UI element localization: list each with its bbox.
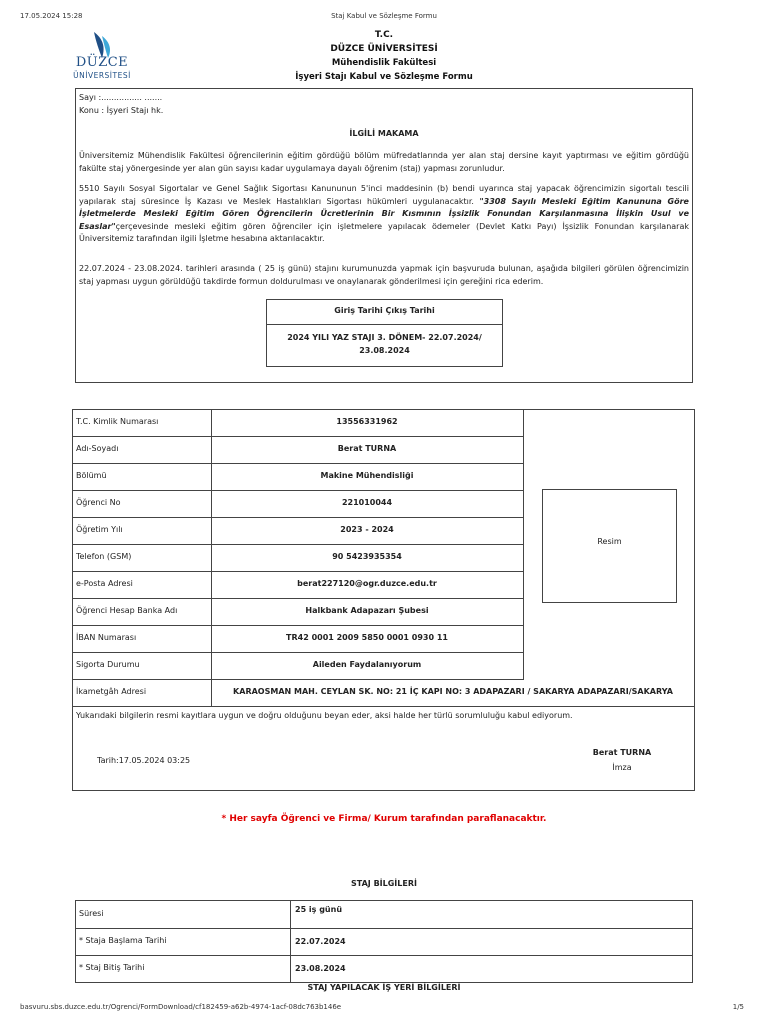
row-label: * Staj Bitiş Tarihi [79, 963, 145, 972]
signature-label: İmza [612, 763, 632, 772]
dates-table [266, 299, 503, 367]
row-value: 22.07.2024 [290, 929, 346, 955]
table-row [73, 572, 524, 599]
row-label: * Staja Başlama Tarihi [79, 936, 167, 945]
table-row [73, 518, 524, 545]
row-label: Süresi [79, 909, 104, 918]
row-value: 13556331962 [211, 410, 522, 436]
row-value: berat227120@ogr.duzce.edu.tr [211, 572, 522, 598]
letter-recipient: İLGİLİ MAKAMA [349, 129, 419, 138]
row-label: Öğrenci Hesap Banka Adı [76, 606, 178, 615]
table-row [73, 437, 524, 464]
document-heading [0, 28, 768, 84]
table-row [73, 491, 524, 518]
row-value: TR42 0001 2009 5850 0001 0930 11 [211, 626, 522, 652]
table-row [73, 464, 524, 491]
heading-university: DÜZCE ÜNİVERSİTESİ [330, 44, 438, 54]
paraph-note: * Her sayfa Öğrenci ve Firma/ Kurum tarafından paraflanacaktır. [221, 814, 547, 824]
table-row [76, 956, 692, 982]
row-label: Adı-Soyadı [76, 444, 119, 453]
table-row [73, 545, 524, 572]
row-value: Berat TURNA [211, 437, 522, 463]
table-row [73, 680, 694, 707]
row-value: 2023 - 2024 [211, 518, 522, 544]
dates-value-line-2: 23.08.2024 [359, 346, 410, 355]
internship-info-table [75, 900, 693, 983]
p2-part-a: 5510 Sayılı Sosyal Sigortalar ve Genel Sağlık Sigortası Kanununun 5'inci maddesinin (b) bendi uyarınca staj yapacak öğrencimizin sigortalı tescili yapılarak staj süresince İş Kazası ve Meslek Hastalıkları Sigortası hükümleri uygulanacaktır. [79, 184, 689, 206]
row-value: 23.08.2024 [290, 956, 346, 982]
row-label: Öğretim Yılı [76, 525, 123, 534]
declaration-text: Yukarıdaki bilgilerin resmi kayıtlara uygun ve doğru olduğunu beyan eder, aksi halde her türlü sorumluluğu kabul ediyorum. [76, 711, 573, 720]
letter-paragraph-3: 22.07.2024 - 23.08.2024. tarihleri arasında ( 25 iş günü) stajını kurumunuzda yapmak için başvuruda bulunan, aşağıda bilgileri görülen öğrencimizin staj yapması uygun görüldüğü takdirde formun doldurulması ve onaylanarak gönderilmesi için gereğini rica ederim. [79, 264, 689, 286]
row-label: İkametgâh Adresi [76, 687, 147, 696]
p2-regulation-title: "3308 Sayılı Mesleki Eğitim Kanununa Göre İşletmelerde Mesleki Eğitim Gören Öğrencilerin Ücretlerinin Bir Kısmının İşsizlik Fonundan Karşılanmasına İlişkin Usul ve Esaslar" [79, 196, 689, 231]
page-number: 1/5 [732, 1003, 744, 1011]
row-value: 90 5423935354 [211, 545, 522, 571]
student-info-table [72, 409, 695, 791]
table-row [73, 626, 524, 653]
row-label: e-Posta Adresi [76, 579, 133, 588]
letter-paragraph-1: Üniversitemiz Mühendislik Fakültesi öğrencilerinin eğitim gördüğü bölüm müfredatlarında yer alan staj dersine kayıt yaptırması ve eğitim gördüğü fakülte staj yönergesinde yer alan gün sayısı kadar uygulamaya dayalı öğrenim (staj) yapması zorunludur. [79, 151, 689, 173]
table-row [73, 599, 524, 626]
logo-name-top: DÜZCE [75, 55, 129, 70]
letter-konu: Konu : İşyeri Stajı hk. [79, 106, 164, 115]
row-label: İBAN Numarası [76, 633, 137, 642]
photo-placeholder: Resim [542, 489, 677, 603]
letter-sayi: Sayı :................ ....... [79, 93, 163, 102]
print-title: Staj Kabul ve Sözleşme Formu [331, 12, 437, 20]
heading-tc: T.C. [374, 30, 394, 40]
row-label: T.C. Kimlik Numarası [76, 417, 159, 426]
table-row [73, 653, 524, 680]
row-value: Halkbank Adapazarı Şubesi [211, 599, 522, 625]
row-label: Bölümü [76, 471, 107, 480]
declaration-date: Tarih:17.05.2024 03:25 [97, 756, 191, 765]
table-row [73, 410, 524, 437]
row-value: Makine Mühendisliği [211, 464, 522, 490]
dates-value [267, 331, 502, 357]
row-label: Öğrenci No [76, 498, 121, 507]
row-value: Aileden Faydalanıyorum [211, 653, 522, 679]
row-label: Sigorta Durumu [76, 660, 140, 669]
heading-form-title: İşyeri Stajı Kabul ve Sözleşme Formu [295, 72, 473, 82]
table-row [76, 901, 692, 929]
letter-box [75, 88, 693, 383]
dates-header: Giriş Tarihi Çıkış Tarihi [267, 300, 502, 325]
row-value: KARAOSMAN MAH. CEYLAN SK. NO: 21 İÇ KAPI NO: 3 ADAPAZARI / SAKARYA ADAPAZARI/SAKARYA [211, 680, 694, 706]
print-date: 17.05.2024 15:28 [20, 12, 83, 20]
internship-info-title: STAJ BİLGİLERİ [351, 879, 417, 888]
workplace-info-title: STAJ YAPILACAK İŞ YERİ BİLGİLERİ [307, 983, 461, 992]
letter-paragraph-2 [79, 183, 689, 246]
row-value: 25 iş günü [290, 901, 342, 928]
p2-part-c: çerçevesinde mesleki eğitim gören öğrenciler için işletmelere yapılacak ödemeler (Devlet Katkı Payı) İşsizlik Fonundan karşılanarak Üniversitemiz tarafından ilgili İşletme hesabına aktarılacaktır. [79, 221, 689, 243]
row-value: 221010044 [211, 491, 522, 517]
print-url: basvuru.sbs.duzce.edu.tr/Ogrenci/FormDownload/cf182459-a62b-4974-1acf-08dc763b146e [20, 1003, 342, 1011]
row-label: Telefon (GSM) [76, 552, 132, 561]
logo-name-bottom: ÜNİVERSİTESİ [73, 71, 131, 80]
heading-faculty: Mühendislik Fakültesi [331, 58, 437, 68]
signer-name: Berat TURNA [592, 748, 652, 757]
dates-value-line-1: 2024 YILI YAZ STAJI 3. DÖNEM- 22.07.2024/ [287, 333, 482, 342]
table-row [76, 929, 692, 956]
